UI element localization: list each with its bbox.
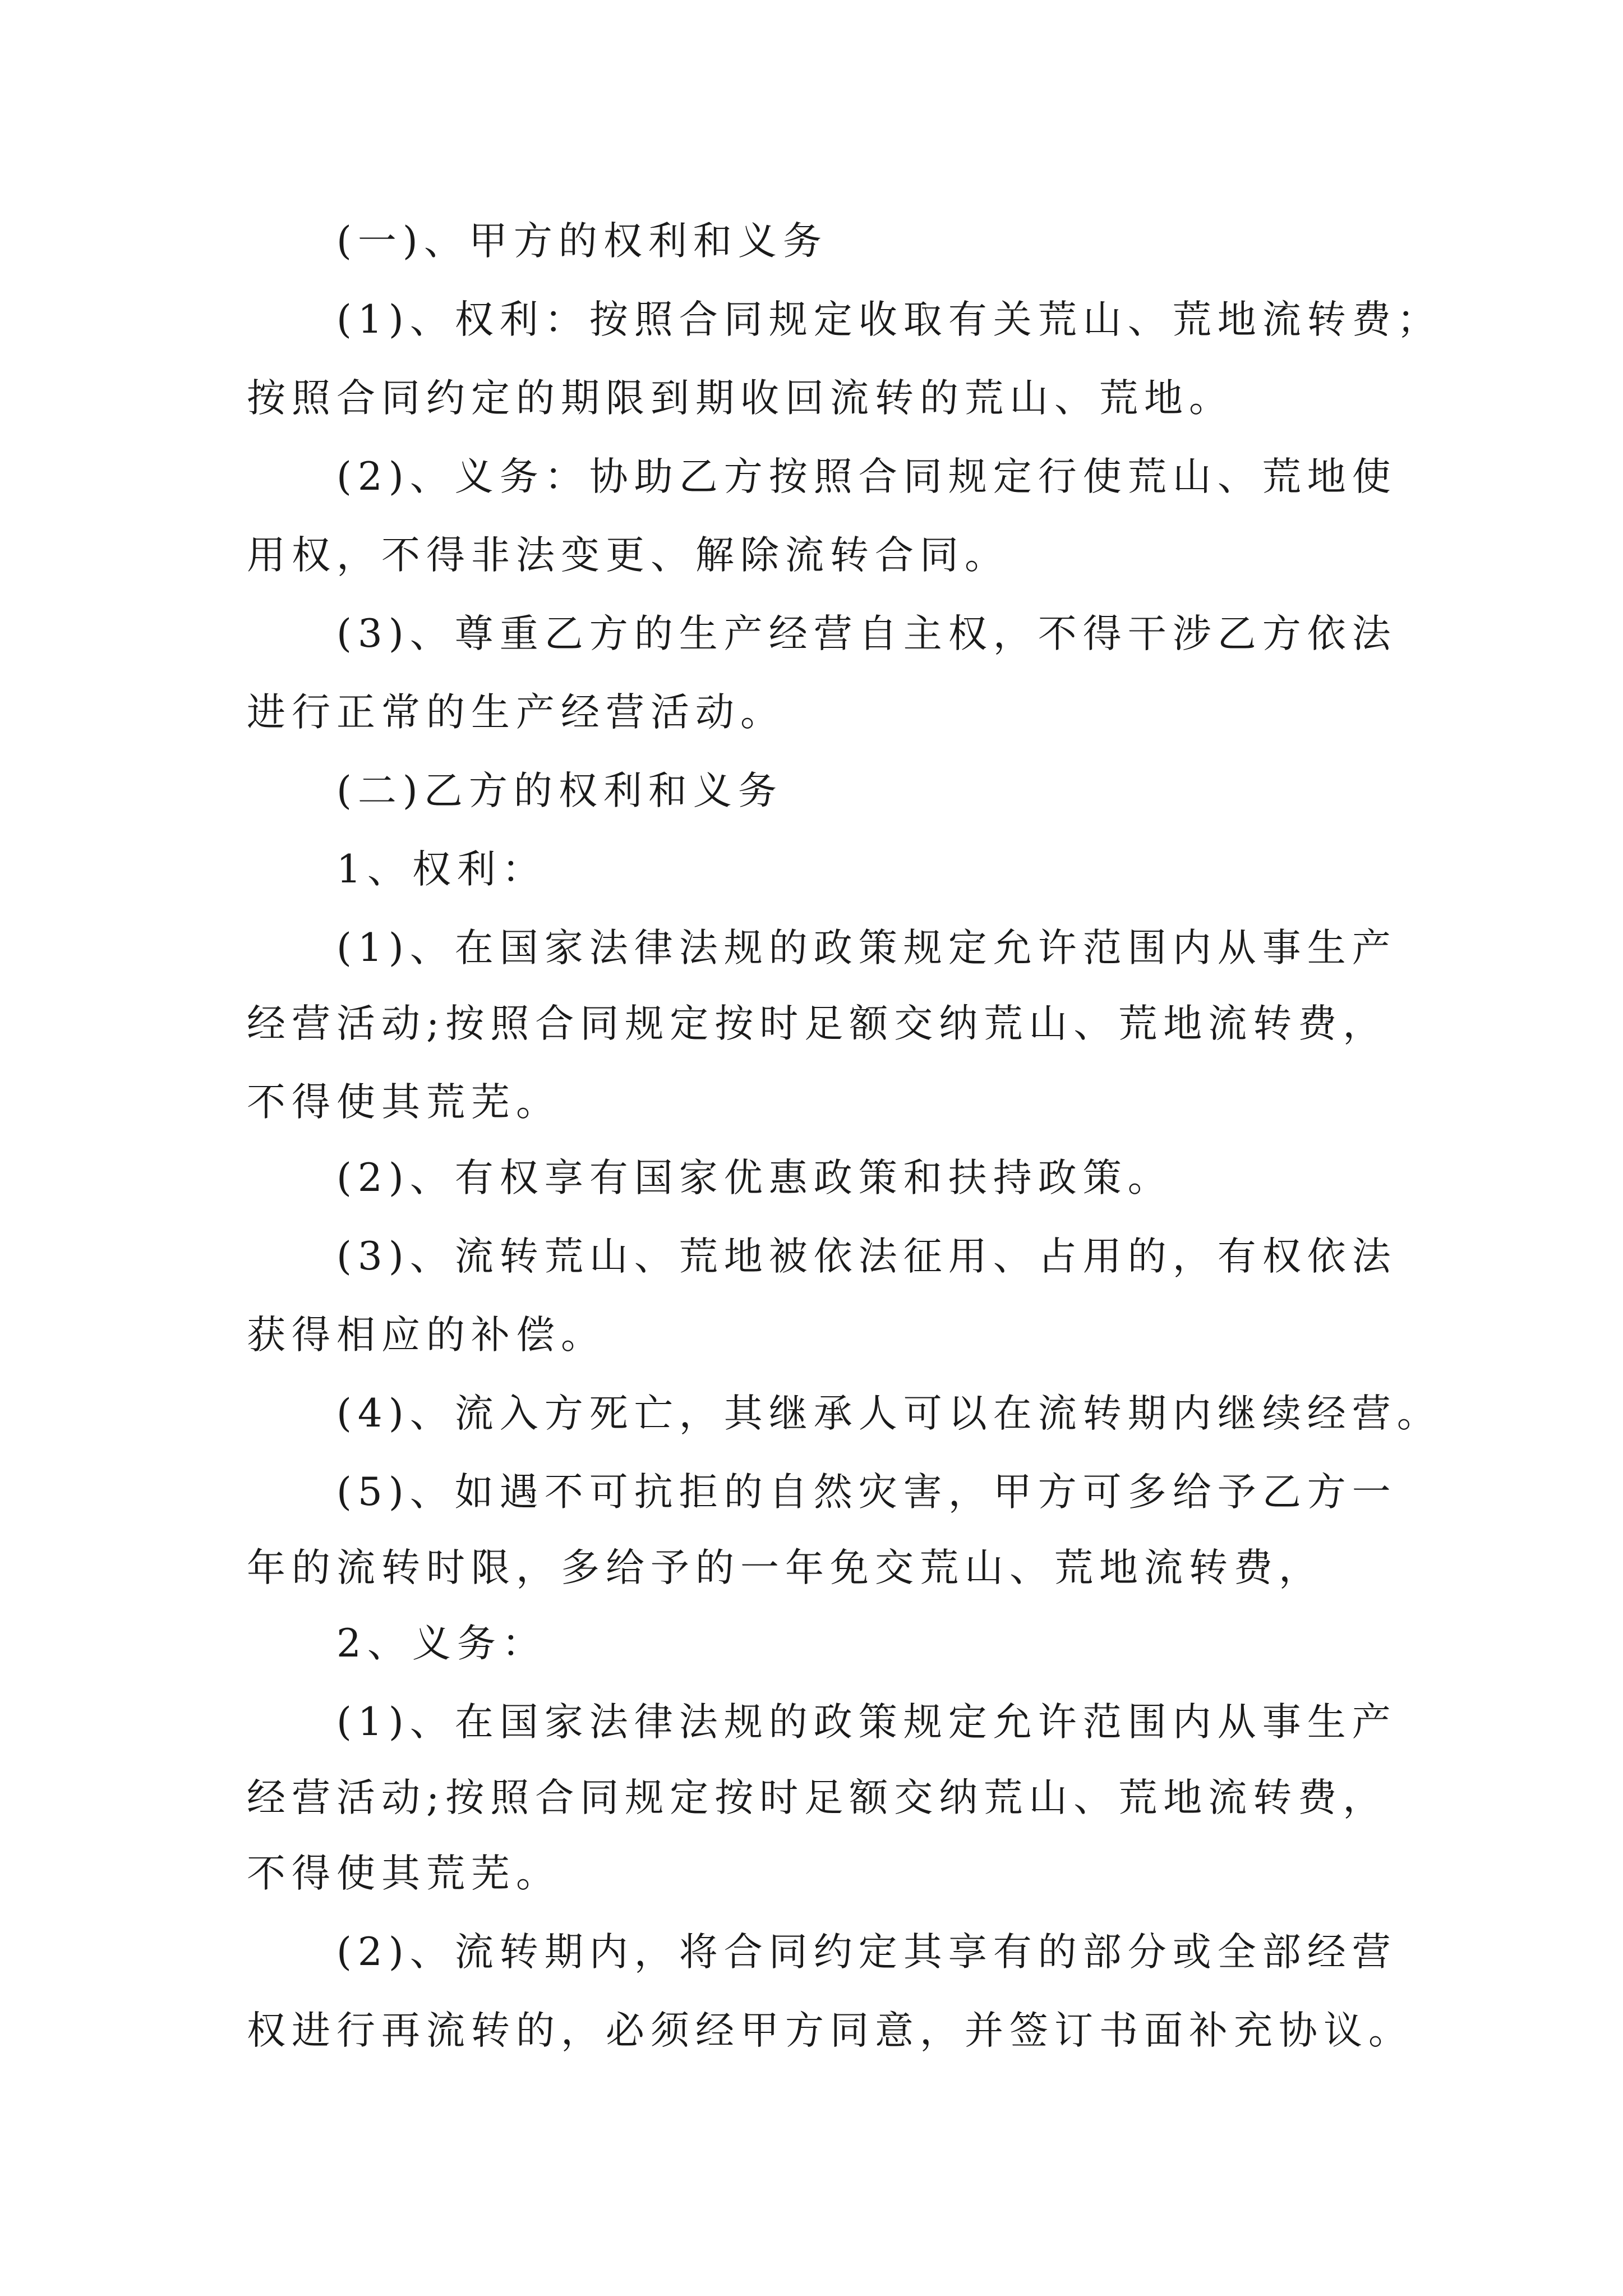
paragraph-line: 年的流转时限，多给予的一年免交荒山、荒地流转费， <box>247 1545 1324 1590</box>
paragraph-line: (4)、流入方死亡，其继承人可以在流转期内继续经营。 <box>336 1391 1442 1436</box>
paragraph-line: (2)、有权享有国家优惠政策和扶持政策。 <box>336 1156 1173 1200</box>
paragraph-line: 用权，不得非法变更、解除流转合同。 <box>247 533 1009 578</box>
paragraph-line: 权进行再流转的，必须经甲方同意，并签订书面补充协议。 <box>247 2008 1413 2053</box>
paragraph-line: (3)、流转荒山、荒地被依法征用、占用的，有权依法 <box>336 1234 1397 1279</box>
paragraph-line: (1)、在国家法律法规的政策规定允许范围内从事生产 <box>336 926 1397 970</box>
paragraph-line: (1)、权利：按照合同规定收取有关荒山、荒地流转费； <box>336 297 1442 342</box>
paragraph-line: 不得使其荒芜。 <box>247 1851 561 1896</box>
paragraph-line: 获得相应的补偿。 <box>247 1313 606 1358</box>
paragraph-line: 进行正常的生产经营活动。 <box>247 690 785 735</box>
paragraph-line: 按照合同约定的期限到期收回流转的荒山、荒地。 <box>247 376 1234 421</box>
subsection-heading-obligations: 2、义务： <box>336 1621 547 1666</box>
subsection-heading-rights: 1、权利： <box>336 847 547 892</box>
section-heading-party-a: (一)、甲方的权利和义务 <box>336 219 828 264</box>
paragraph-line: 经营活动;按照合同规定按时足额交纳荒山、荒地流转费， <box>247 1775 1388 1820</box>
paragraph-line: (2)、流转期内，将合同约定其享有的部分或全部经营 <box>336 1930 1397 1975</box>
paragraph-line: (5)、如遇不可抗拒的自然灾害，甲方可多给予乙方一 <box>336 1470 1397 1515</box>
paragraph-line: (1)、在国家法律法规的政策规定允许范围内从事生产 <box>336 1700 1397 1745</box>
section-heading-party-b: (二)乙方的权利和义务 <box>336 769 783 813</box>
paragraph-line: 经营活动;按照合同规定按时足额交纳荒山、荒地流转费， <box>247 1001 1388 1046</box>
paragraph-line: (2)、义务：协助乙方按照合同规定行使荒山、荒地使 <box>336 454 1397 499</box>
paragraph-line: (3)、尊重乙方的生产经营自主权，不得干涉乙方依法 <box>336 611 1397 656</box>
paragraph-line: 不得使其荒芜。 <box>247 1080 561 1125</box>
